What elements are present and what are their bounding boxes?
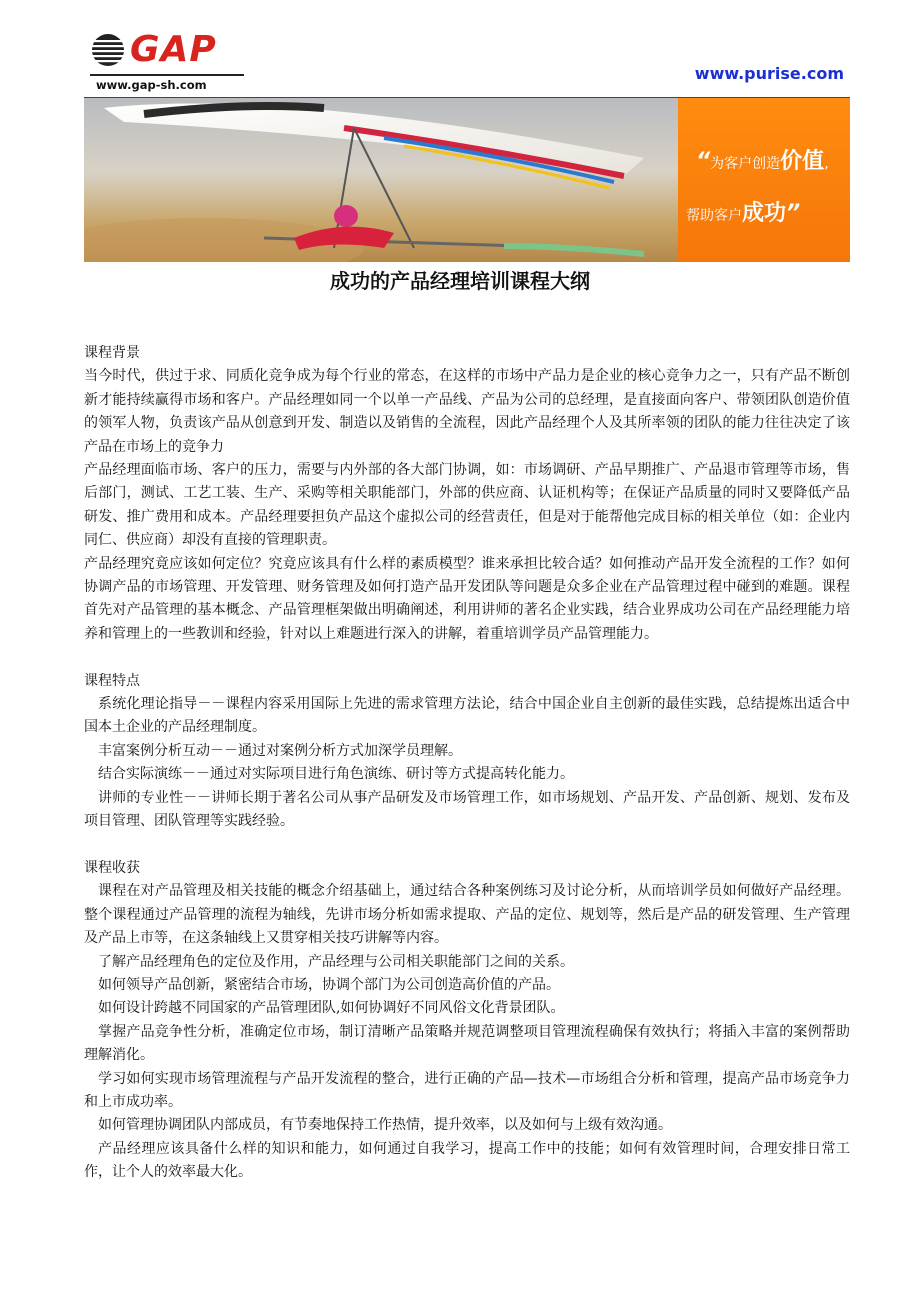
logo-url[interactable]: www.gap-sh.com (96, 78, 207, 92)
globe-logo-icon (90, 32, 126, 68)
logo-divider (90, 74, 244, 76)
slogan-panel (678, 98, 850, 262)
logo-wordmark: GAP (130, 29, 217, 70)
section-features (84, 670, 850, 834)
paragraph: 系统化理论指导－－课程内容采用国际上先进的需求管理方法论，结合中国企业自主创新的最佳实践，总结提炼出适合中国本土企业的产品经理制度。 (84, 696, 850, 736)
section-heading: 课程收获 (84, 859, 140, 876)
section-background (84, 342, 850, 646)
paragraph: 结合实际演练－－通过对实际项目进行角色演练、研讨等方式提高转化能力。 (98, 766, 574, 783)
paragraph: 产品经理应该具备什么样的知识和能力，如何通过自我学习，提高工作中的技能；如何有效管理时间，合理安排日常工作，让个人的效率最大化。 (84, 1140, 850, 1181)
paragraph: 当今时代，供过于求、同质化竞争成为每个行业的常态，在这样的市场中产品力是企业的核心竞争力之一，只有产品不断创新才能持续赢得市场和客户。产品经理如同一个以单一产品线、产品为公司的总经理，是直接面向客户、带领团队创造价值的领军人物，负责该产品从创意到开发、制造以及销售的全流程，因此产品经理个人及其所率领的团队的能力往往决定了该产品在市场上的竞争力 (84, 368, 850, 455)
page-header (84, 26, 850, 98)
paragraph: 掌握产品竞争性分析，准确定位市场，制订清晰产品策略并规范调整项目管理流程确保有效执行；将插入丰富的案例帮助理解消化。 (84, 1023, 850, 1064)
document-body (84, 342, 850, 1185)
gap-logo[interactable] (90, 28, 240, 92)
hang-glider-photo (84, 98, 678, 262)
paragraph: 了解产品经理角色的定位及作用，产品经理与公司相关职能部门之间的关系。 (98, 953, 574, 970)
slogan-line-2: 帮助客户成功” (686, 201, 801, 226)
paragraph: 产品经理究竟应该如何定位？究竟应该具有什么样的素质模型？谁来承担比较合适？如何推动产品开发全流程的工作？如何协调产品的市场管理、开发管理、财务管理及如何打造产品开发团队等问题是众多企业在产品管理过程中碰到的难题。课程首先对产品管理的基本概念、产品管理框架做出明确阐述，利用讲师的著名企业实践，结合业界成功公司在产品经理能力培养和管理上的一些教训和经验，针对以上难题进行深入的讲解，着重培训学员产品管理能力。 (84, 555, 850, 642)
section-heading: 课程特点 (84, 672, 140, 689)
site-url-link[interactable]: www.purise.com (694, 64, 844, 83)
hero-banner (84, 98, 850, 262)
paragraph: 如何管理协调团队内部成员，有节奏地保持工作热情，提升效率，以及如何与上级有效沟通。 (98, 1117, 672, 1134)
paragraph: 产品经理面临市场、客户的压力，需要与内外部的各大部门协调，如：市场调研、产品早期推广、产品退市管理等市场，售后部门，测试、工艺工装、生产、采购等相关职能部门，外部的供应商、认证机构等；在保证产品质量的同时又要降低产品研发、推广费用和成本。产品经理要担负产品这个虚拟公司的经营责任，但是对于能帮他完成目标的相关单位（如：企业内同仁、供应商）却没有直接的管理职责。 (84, 462, 850, 549)
document-title: 成功的产品经理培训课程大纲 (330, 269, 590, 293)
paragraph: 讲师的专业性－－讲师长期于著名公司从事产品研发及市场管理工作，如市场规划、产品开发、产品创新、规划、发布及项目管理、团队管理等实践经验。 (84, 789, 850, 830)
section-heading: 课程背景 (84, 345, 140, 361)
slogan-line-1: “为客户创造价值, (696, 149, 829, 174)
section-outcomes (84, 857, 850, 1185)
paragraph: 如何领导产品创新，紧密结合市场，协调个部门为公司创造高价值的产品。 (98, 976, 560, 993)
paragraph: 学习如何实现市场管理流程与产品开发流程的整合，进行正确的产品—技术—市场组合分析和管理，提高产品市场竞争力和上市成功率。 (84, 1070, 850, 1110)
paragraph: 课程在对产品管理及相关技能的概念介绍基础上，通过结合各种案例练习及讨论分析，从而培训学员如何做好产品经理。整个课程通过产品管理的流程为轴线，先讲市场分析如需求提取、产品的定位、规划等，然后是产品的研发管理、生产管理及产品上市等，在这条轴线上又贯穿相关技巧讲解等内容。 (84, 883, 850, 947)
paragraph: 如何设计跨越不同国家的产品管理团队,如何协调好不同风俗文化背景团队。 (98, 1000, 565, 1017)
paragraph: 丰富案例分析互动－－通过对案例分析方式加深学员理解。 (98, 742, 462, 759)
